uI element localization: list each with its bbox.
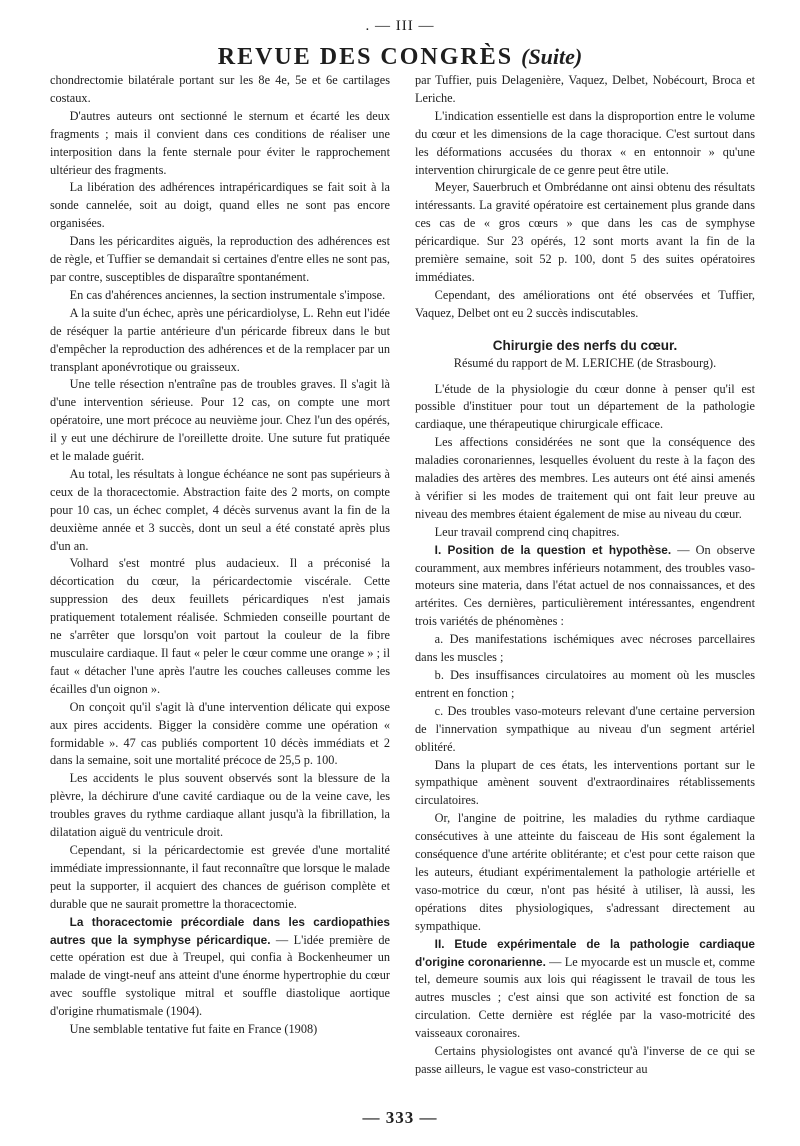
paragraph: En cas d'ahérences anciennes, la section instrumentale s'impose.	[69, 287, 386, 302]
paragraph	[50, 914, 390, 1021]
paragraph: A la suite d'un échec, après une péricardiolyse, L. Rehn eut l'idée de réséquer la partie antérieure d'un péricarde fibreux dans le but d'empêcher la reproduction des adhérences et de la remplacer par un transplant aponévrotique ou graisseux.	[50, 305, 390, 374]
paragraph: Cependant, des améliorations ont été observées et Tuffier, Vaquez, Delbet ont eu 2 succès indiscutables.	[415, 287, 755, 320]
page-number: — 333 —	[362, 1108, 438, 1127]
title-suite: (Suite)	[521, 44, 583, 69]
paragraph: La libération des adhérences intrapéricardiques se fait soit à la sonde cannelée, soit au doigt, quand elles ne sont pas encore organisées.	[50, 180, 390, 231]
paragraph-body: — L'idée première de cette opération est due à Treupel, qui confia à Bockenheumer un malade de vingt-neuf ans atteint d'une énorme hypertrophie du cœur avec souffle systolique mitral et souffle diastolique aortique d'origine rhumatismale (1904).	[50, 932, 390, 1019]
page-title	[0, 44, 800, 71]
paragraph: Certains physiologistes ont avancé qu'à l'inverse de ce qui se passe ailleurs, le vague est vaso-constricteur au	[415, 1044, 755, 1076]
paragraph-body: — On observe couramment, aux membres inférieurs notamment, des troubles vaso-moteurs sine materia, dans l'état actuel de nos connaissances, et des artérites. Ces dernières, particulièrement intéressantes, engendrent trois variétés de phénomènes :	[415, 542, 755, 629]
section-subtitle: Résumé du rapport de M. LERICHE (de Strasbourg).	[453, 355, 717, 370]
subsection-heading: La thoracectomie précordiale dans les cardiopathies autres que la symphyse péricardique.	[50, 914, 390, 947]
section-number: . — III —	[365, 18, 435, 34]
section-heading: Chirurgie des nerfs du cœur.	[492, 337, 678, 353]
paragraph: Leur travail comprend cinq chapitres.	[434, 524, 620, 539]
paragraph: Cependant, si la péricardectomie est grevée d'une mortalité immédiate impressionnante, il faut reconnaître que lorsque le malade peut la supporter, il acquiert des chances de guérison complète et durable que ne saurait promettre la thoracectomie.	[50, 842, 390, 911]
paragraph: Une semblable tentative fut faite en France (1908)	[69, 1022, 318, 1037]
subsection-heading: II. Etude expérimentale de la pathologie cardiaque d'origine coronarienne.	[415, 936, 755, 969]
paragraph: On conçoit qu'il s'agit là d'une intervention délicate qui expose aux pires accidents. Bigger la considère comme une opération « formidable ». 47 cas publiés comportent 10 décès immédiats et 2 dans la semaine, soit une mortalité précoce de 25,5 p. 100.	[50, 699, 390, 768]
paragraph: L'indication essentielle est dans la disproportion entre le volume du cœur et les dimensions de la cage thoracique. C'est surtout dans les déformations accusées du thorax « en entonnoir » qu'une intervention chirurgicale de ce genre peut être utile.	[415, 108, 755, 177]
paragraph: Les affections considérées ne sont que la conséquence des maladies coronariennes, lesquelles évoluent du reste à la façon des maladies des artères des membres. Les auteurs ont été ainsi amenés à vérifier si les modes de traitement qui ont fait leur preuve au niveau des membres étaient également de mise au niveau du cœur.	[415, 435, 755, 521]
paragraph: Or, l'angine de poitrine, les maladies du rythme cardiaque consécutives à une atteinte du faisceau de His sont également la conséquence d'une artérite oblitérante; et c'est pour cette raison que les auteurs, étudiant expérimentalement la pathologie artérielle et vaso-motrice du cœur, n'ont pas hésité à utiliser, là aussi, les opérations dites physiologiques, s'adressant directement au sympathique.	[415, 811, 755, 933]
paragraph: a. Des manifestations ischémiques avec nécroses parcellaires dans les muscles ;	[415, 632, 755, 665]
paragraph-body: — Le myocarde est un muscle et, comme tel, demeure soumis aux lois qui réagissent le travail de tous les autres muscles ; c'est ainsi que son activité est fonction de sa circulation. Cette dernière est réglée par la vaso-motricité des vaisseaux coronaires.	[415, 954, 755, 1041]
paragraph: Une telle résection n'entraîne pas de troubles graves. Il s'agit là d'une intervention sérieuse. Pour 12 cas, on compte une mort opératoire, une mort précoce au neuvième jour. Chez l'un des opérés, il y eut une déchirure de l'oreillette droite. Une suture fut pratiquée et le malade guérit.	[50, 377, 390, 464]
left-column	[50, 72, 390, 1039]
paragraph: par Tuffier, puis Delagenière, Vaquez, Delbet, Nobécourt, Broca et Leriche.	[415, 73, 755, 105]
paragraph: Meyer, Sauerbruch et Ombrédanne ont ainsi obtenu des résultats intéressants. La gravité opératoire est certainement plus grande dans ces cas de « gros cœurs » que dans les cas de symphyse péricardique. Sur 23 opérés, 12 sont morts avant la fin de la première semaine, soit 52 p. 100, dont 5 des suites opératoires immédiates.	[415, 180, 755, 284]
paragraph	[415, 936, 755, 1043]
title-main: REVUE DES CONGRÈS	[217, 44, 514, 70]
paragraph	[415, 542, 755, 632]
paragraph: D'autres auteurs ont sectionné le sternum et écarté les deux fragments ; mais il convient dans ces conditions de réaliser une interposition dans la fente sternale pour éviter le rapprochement ultérieur des fragments.	[50, 108, 390, 177]
paragraph: b. Des insuffisances circulatoires au moment où les muscles entrent en fonction ;	[415, 668, 755, 700]
paragraph: chondrectomie bilatérale portant sur les 8e 4e, 5e et 6e cartilages costaux.	[50, 73, 390, 105]
paragraph: Au total, les résultats à longue échéance ne sont pas supérieurs à ceux de la thoracectomie. Abstraction faite des 2 morts, on compte pour 10 cas, un échec complet, 4 décès survenus avant la fin de la deuxième année et 3 succès, dont un seul a été constaté après plus d'un an.	[50, 466, 390, 553]
paragraph: L'étude de la physiologie du cœur donne à penser qu'il est possible d'instituer pour tout un département de la pathologie cardiaque, une thérapeutique chirurgicale efficace.	[415, 381, 755, 432]
right-column	[415, 72, 755, 1079]
paragraph: Les accidents le plus souvent observés sont la blessure de la plèvre, la déchirure d'une cavité cardiaque ou de la veine cave, les troubles graves du rythme cardiaque allant jusqu'à la fibrillation, la dilatation aiguë du ventricule droit.	[50, 771, 390, 840]
subsection-heading: I. Position de la question et hypothèse.	[434, 542, 672, 557]
paragraph: Volhard s'est montré plus audacieux. Il a préconisé la décortication du cœur, la péricardectomie viscérale. Cette suppression des deux feuillets péricardiques n'est jamais pratiquement totalement réalisée. Schmieden conseille pourtant de ne s'arrêter que lorsqu'on voit partout la couleur de la fibre musculaire cardiaque. Il faut « peler le cœur comme une orange » ; il faut « détacher l'une après l'autre les couches calleuses comme les écailles d'un oignon ».	[50, 556, 390, 696]
paragraph: Dans les péricardites aiguës, la reproduction des adhérences est de règle, et Tuffier se demandait si certaines d'entre elles ne sont pas, par contre, susceptibles de disparaître spontanément.	[50, 234, 390, 284]
paragraph: Dans la plupart de ces états, les interventions portant sur le sympathique amènent souvent d'extraordinaires rétablissements circulatoires.	[415, 757, 755, 808]
paragraph: c. Des troubles vaso-moteurs relevant d'une certaine perversion de l'innervation sympathique au niveau d'un segment artériel oblitéré.	[415, 703, 755, 754]
